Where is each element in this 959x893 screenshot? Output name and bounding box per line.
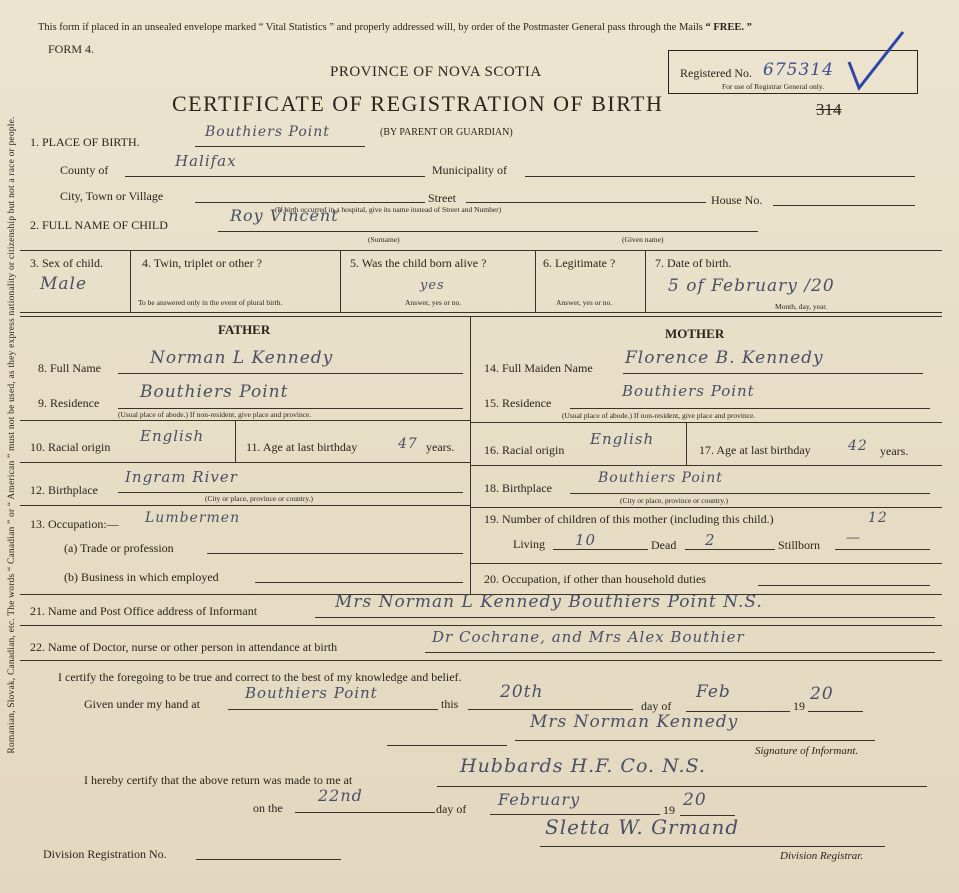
year-value: 20 (810, 684, 834, 704)
stillborn-value: — (846, 530, 861, 546)
county-value: Halifax (175, 152, 237, 170)
certificate-title: CERTIFICATE OF REGISTRATION OF BIRTH (172, 91, 664, 116)
father-birthplace-note: (City or place, province or country.) (205, 494, 314, 503)
mother-years-label: years. (880, 444, 909, 458)
corner-number: 314 (816, 100, 842, 119)
father-occupation-value: Lumbermen (145, 510, 241, 526)
father-age-value: 47 (398, 436, 418, 452)
registered-number: 675314 (763, 60, 834, 80)
doctor-label: 22. Name of Doctor, nurse or other person in attendance at birth (30, 640, 338, 654)
legitimate-caption: Answer, yes or no. (556, 298, 613, 307)
surname-caption: (Surname) (368, 235, 400, 244)
return-label: I hereby certify that the above return was made to me at (84, 773, 353, 787)
signature-caption: Signature of Informant. (755, 745, 859, 757)
place-of-birth-label: 1. PLACE OF BIRTH. (30, 135, 140, 149)
father-racial-value: English (140, 427, 205, 445)
mother-residence-value: Bouthiers Point (622, 382, 755, 400)
this-day-value: 20th (500, 682, 544, 702)
mother-birthplace-value: Bouthiers Point (598, 470, 723, 486)
certify-statement: I certify the foregoing to be true and correct to the best of my knowledge and belief. (58, 670, 462, 684)
registrar-signature: Sletta W. Grmand (545, 815, 740, 839)
born-alive-label: 5. Was the child born alive ? (350, 256, 487, 270)
father-name-label: 8. Full Name (38, 361, 101, 375)
father-business-label: (b) Business in which employed (64, 570, 219, 584)
mother-residence-label: 15. Residence (484, 396, 552, 410)
mother-racial-label: 16. Racial origin (484, 443, 565, 457)
father-age-label: 11. Age at last birthday (246, 440, 358, 454)
date-of-birth-label: 7. Date of birth. (655, 256, 732, 270)
born-alive-value: yes (420, 278, 445, 293)
living-label: Living (513, 537, 545, 551)
free-label: “ FREE. ” (705, 22, 752, 33)
informant-signature: Mrs Norman Kennedy (530, 712, 739, 732)
child-name-value: Roy Vincent (230, 206, 339, 225)
county-label: County of (60, 163, 109, 177)
father-residence-label: 9. Residence (38, 396, 100, 410)
on-day-value: 22nd (318, 786, 363, 805)
return-value: Hubbards H.F. Co. N.S. (460, 755, 706, 777)
form-number: FORM 4. (48, 42, 95, 56)
hospital-note: (If birth occurred in a hospital, give its name instead of Street and Number) (275, 205, 502, 214)
father-racial-label: 10. Racial origin (30, 440, 111, 454)
given-at-value: Bouthiers Point (245, 684, 378, 702)
children-count-label: 19. Number of children of this mother (including this child.) (484, 512, 774, 526)
year-2-value: 20 (683, 790, 707, 810)
on-the-label: on the (253, 801, 283, 815)
child-name-label: 2. FULL NAME OF CHILD (30, 218, 168, 232)
father-residence-value: Bouthiers Point (140, 382, 289, 402)
father-birthplace-label: 12. Birthplace (30, 483, 98, 497)
given-name-caption: (Given name) (622, 235, 664, 244)
checkmark-icon (845, 30, 907, 98)
day-of-label-2: day of (436, 802, 467, 816)
father-residence-note: (Usual place of abode.) If non-resident, give place and province. (118, 410, 312, 419)
house-number-label: House No. (711, 193, 763, 207)
year-2-prefix: 19 (663, 803, 675, 817)
father-occupation-label: 13. Occupation:— (30, 517, 119, 531)
this-label: this (441, 697, 459, 711)
father-birthplace-value: Ingram River (125, 468, 238, 486)
date-of-birth-value: 5 of February /20 (668, 276, 835, 296)
mother-heading: MOTHER (665, 326, 725, 341)
mother-name-label: 14. Full Maiden Name (484, 361, 593, 375)
father-trade-label: (a) Trade or profession (64, 541, 174, 555)
dead-value: 2 (705, 531, 716, 549)
day-of-label: day of (641, 699, 672, 713)
mother-racial-value: English (590, 430, 655, 448)
month-2-value: February (498, 790, 581, 809)
father-name-value: Norman L Kennedy (150, 348, 334, 368)
legitimate-label: 6. Legitimate ? (543, 256, 616, 270)
province-heading: PROVINCE OF NOVA SCOTIA (330, 64, 542, 80)
stillborn-label: Stillborn (778, 538, 821, 552)
municipality-label: Municipality of (432, 163, 507, 177)
twin-note: To be answered only in the event of plural birth. (138, 298, 283, 307)
side-note: Romanian, Slovak, Canadian, etc. The words “ Canadian ” or “ American ” must not be used, as they express nationality or citizenship but not a race or people. (7, 116, 17, 754)
city-label: City, Town or Village (60, 189, 164, 203)
doctor-value: Dr Cochrane, and Mrs Alex Bouthier (432, 628, 745, 646)
street-label: Street (428, 191, 456, 205)
informant-value: Mrs Norman L Kennedy Bouthiers Point N.S. (335, 592, 763, 612)
registrar-use-caption: For use of Registrar General only. (722, 82, 824, 91)
given-at-label: Given under my hand at (84, 697, 200, 711)
place-of-birth-value: Bouthiers Point (205, 124, 330, 140)
mother-age-value: 42 (848, 438, 868, 454)
sex-label: 3. Sex of child. (30, 256, 103, 270)
year-prefix: 19 (793, 699, 805, 713)
mother-name-value: Florence B. Kennedy (625, 348, 824, 368)
mother-residence-note: (Usual place of abode.) If non-resident, give place and province. (562, 411, 756, 420)
mother-age-label: 17. Age at last birthday (699, 443, 811, 457)
mailing-notice (38, 22, 752, 33)
mother-occupation-label: 20. Occupation, if other than household duties (484, 572, 706, 586)
month-value: Feb (696, 682, 731, 702)
children-count-value: 12 (868, 510, 888, 526)
born-alive-caption: Answer, yes or no. (405, 298, 462, 307)
twin-label: 4. Twin, triplet or other ? (142, 256, 262, 270)
registered-label: Registered No. (680, 66, 752, 80)
father-years-label: years. (426, 440, 455, 454)
mailing-notice-text: This form if placed in an unsealed envelope marked “ Vital Statistics ” and properly addressed will, by order of the Postmaster General pass through the Mails (38, 22, 703, 33)
informant-label: 21. Name and Post Office address of Informant (30, 604, 258, 618)
living-value: 10 (575, 531, 597, 549)
by-parent-caption: (BY PARENT OR GUARDIAN) (380, 127, 513, 138)
date-of-birth-caption: Month, day, year. (775, 302, 828, 311)
dead-label: Dead (651, 538, 677, 552)
father-heading: FATHER (218, 322, 271, 337)
mother-birthplace-note: (City or place, province or country.) (620, 496, 729, 505)
division-registrar-caption: Division Registrar. (780, 850, 864, 862)
mother-birthplace-label: 18. Birthplace (484, 481, 552, 495)
sex-value: Male (40, 274, 88, 294)
division-registration-label: Division Registration No. (43, 847, 167, 861)
